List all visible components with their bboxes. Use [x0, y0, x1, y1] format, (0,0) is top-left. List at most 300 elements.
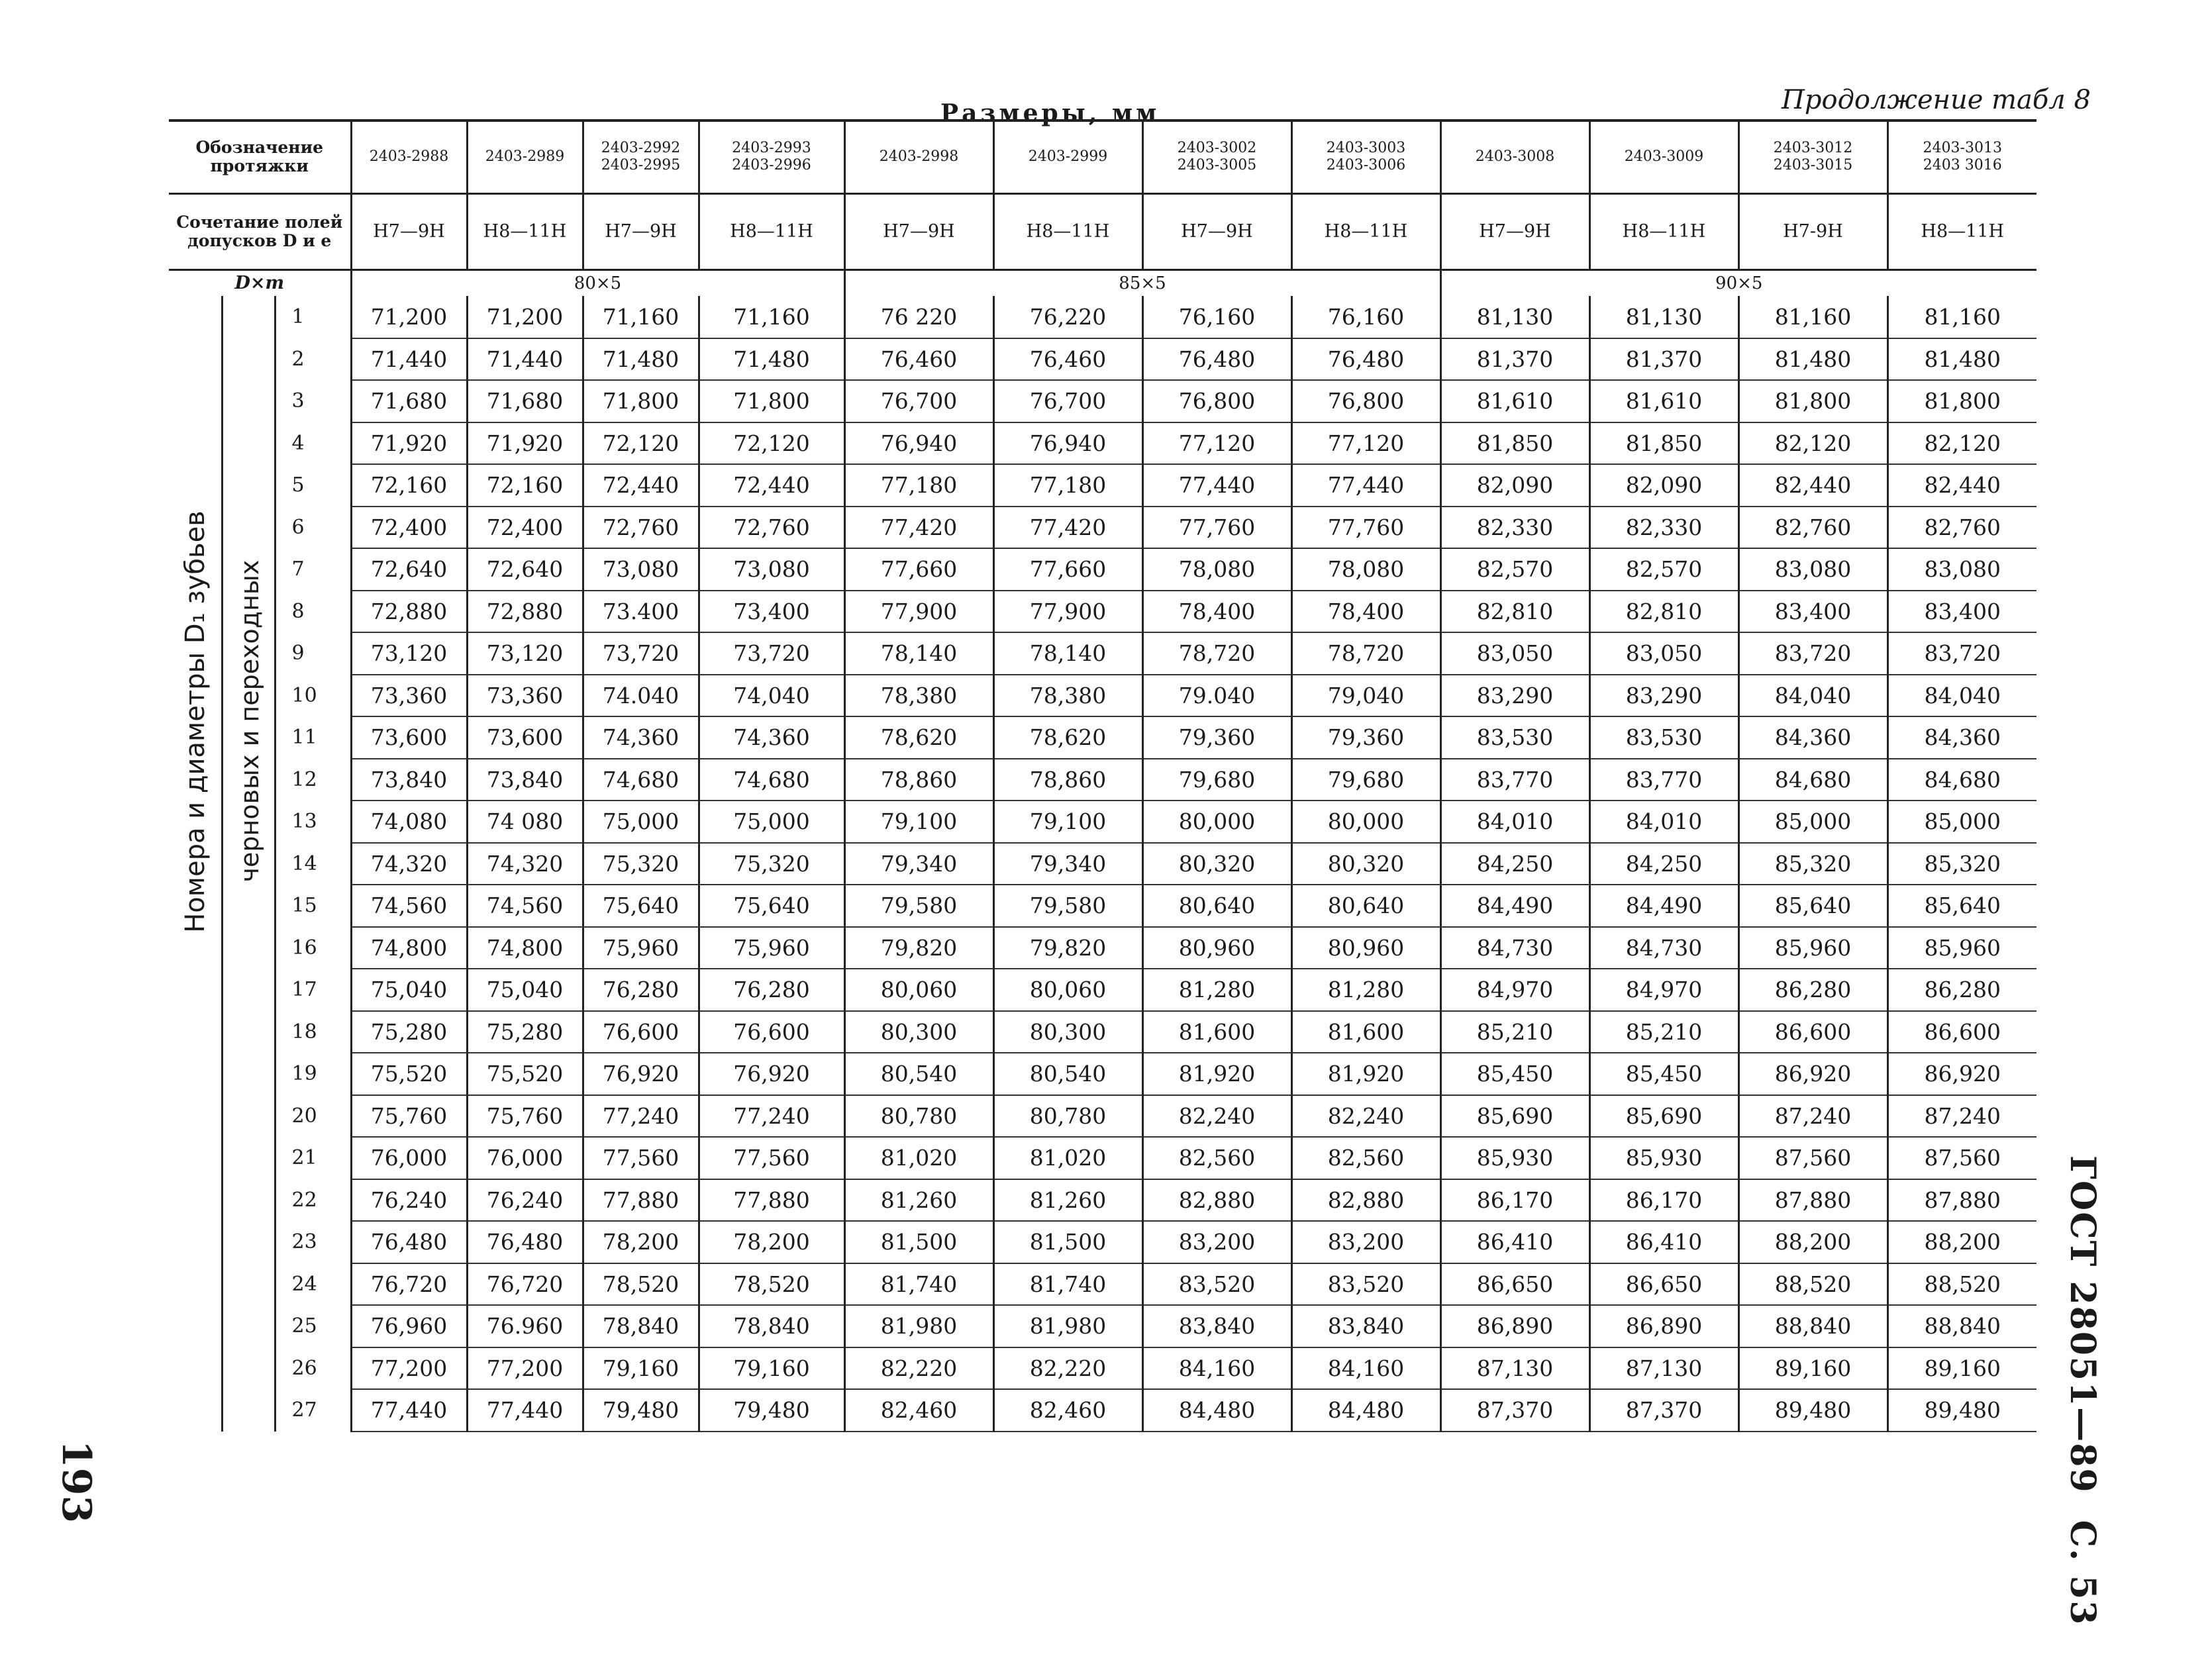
diameter-value: 80,320 — [1291, 843, 1440, 885]
diameter-value: 77,180 — [993, 464, 1142, 507]
table-row — [169, 969, 2036, 1011]
designation-cell: 2403-3002 2403-3005 — [1142, 121, 1291, 193]
diameter-value: 82,440 — [1738, 464, 1887, 507]
diameter-value: 71,800 — [699, 380, 844, 422]
diameter-value: 72,760 — [699, 507, 844, 549]
diameter-value: 76,700 — [993, 380, 1142, 422]
diameter-value: 76,460 — [844, 338, 993, 381]
tooth-number: 6 — [275, 507, 351, 549]
diameter-value: 83,080 — [1887, 548, 2036, 591]
diameter-value: 81,800 — [1738, 380, 1887, 422]
table-row — [169, 296, 2036, 338]
diameter-value: 84,360 — [1887, 716, 2036, 759]
designation-cell: 2403-2992 2403-2995 — [583, 121, 699, 193]
diameter-value: 75,320 — [583, 843, 699, 885]
diameter-value: 79,160 — [699, 1347, 844, 1390]
diameter-value: 76,800 — [1142, 380, 1291, 422]
diameter-value: 76,800 — [1291, 380, 1440, 422]
diameter-value: 82,220 — [993, 1347, 1142, 1390]
diameter-value: 84,730 — [1589, 927, 1738, 969]
diameter-value: 78,520 — [583, 1263, 699, 1306]
diameter-value: 81,280 — [1291, 969, 1440, 1011]
diameter-value: 83,770 — [1440, 759, 1589, 801]
diameter-value: 74,320 — [467, 843, 583, 885]
diameter-value: 79,040 — [1291, 675, 1440, 717]
diameter-value: 78,140 — [993, 632, 1142, 675]
diameter-value: 82,880 — [1142, 1179, 1291, 1222]
table-row — [169, 338, 2036, 381]
tooth-number: 2 — [275, 338, 351, 381]
diameter-value: 82,810 — [1440, 591, 1589, 633]
diameter-value: 82,560 — [1291, 1137, 1440, 1179]
diameter-value: 83,840 — [1291, 1305, 1440, 1347]
diameter-value: 87,880 — [1738, 1179, 1887, 1222]
dimensions-table — [169, 119, 2036, 1432]
diameter-value: 81,610 — [1589, 380, 1738, 422]
diameter-value: 78,620 — [993, 716, 1142, 759]
diameter-value: 79,360 — [1142, 716, 1291, 759]
diameter-value: 78,200 — [699, 1221, 844, 1263]
diameter-value: 77,440 — [467, 1389, 583, 1432]
diameter-value: 81,370 — [1589, 338, 1738, 381]
dimensions-caption: Размеры, мм — [940, 99, 1160, 127]
diameter-value: 87,240 — [1887, 1095, 2036, 1138]
diameter-value: 75,040 — [467, 969, 583, 1011]
diameter-value: 77,660 — [844, 548, 993, 591]
designation-cell: 2403-3008 — [1440, 121, 1589, 193]
table-row — [169, 632, 2036, 675]
designation-label: Обозначение протяжки — [169, 121, 351, 193]
diameter-value: 76,920 — [583, 1053, 699, 1095]
diameter-value: 79,340 — [993, 843, 1142, 885]
diameter-value: 81,160 — [1738, 296, 1887, 338]
diameter-value: 84,680 — [1887, 759, 2036, 801]
diameter-value: 77,440 — [351, 1389, 467, 1432]
diameter-value: 73,400 — [699, 591, 844, 633]
diameter-value: 75,000 — [583, 801, 699, 843]
diameter-value: 75,960 — [699, 927, 844, 969]
diameter-value: 83,520 — [1291, 1263, 1440, 1306]
diameter-value: 77,760 — [1291, 507, 1440, 549]
diameter-value: 71,440 — [467, 338, 583, 381]
diameter-value: 79,580 — [993, 885, 1142, 927]
diameter-value: 83,840 — [1142, 1305, 1291, 1347]
tooth-number: 19 — [275, 1053, 351, 1095]
diameter-value: 79,100 — [844, 801, 993, 843]
table-row — [169, 591, 2036, 633]
diameter-value: 89,480 — [1738, 1389, 1887, 1432]
diameter-value: 72,160 — [467, 464, 583, 507]
diameter-value: 84,970 — [1440, 969, 1589, 1011]
diameter-value: 88,840 — [1887, 1305, 2036, 1347]
diameter-value: 71,680 — [351, 380, 467, 422]
diameter-value: 72,760 — [583, 507, 699, 549]
diameter-value: 77,420 — [844, 507, 993, 549]
diameter-value: 81,980 — [993, 1305, 1142, 1347]
diameter-value: 81,480 — [1738, 338, 1887, 381]
diameter-value: 81,500 — [844, 1221, 993, 1263]
designation-cell: 2403-2998 — [844, 121, 993, 193]
diameter-value: 78,840 — [699, 1305, 844, 1347]
table-row — [169, 464, 2036, 507]
diameter-value: 84,680 — [1738, 759, 1887, 801]
diameter-value: 84,040 — [1887, 675, 2036, 717]
tolerance-cell: H8—11H — [467, 193, 583, 269]
diameter-value: 82,760 — [1887, 507, 2036, 549]
dxm-group-cell: 80×5 — [351, 269, 844, 296]
diameter-value: 82,810 — [1589, 591, 1738, 633]
diameter-value: 83,080 — [1738, 548, 1887, 591]
diameter-value: 75,520 — [351, 1053, 467, 1095]
diameter-value: 82,330 — [1440, 507, 1589, 549]
diameter-value: 82,760 — [1738, 507, 1887, 549]
diameter-value: 83,290 — [1589, 675, 1738, 717]
diameter-value: 72,400 — [351, 507, 467, 549]
diameter-value: 85,450 — [1589, 1053, 1738, 1095]
diameter-value: 83,720 — [1738, 632, 1887, 675]
diameter-value: 76,720 — [467, 1263, 583, 1306]
table-row — [169, 716, 2036, 759]
diameter-value: 76,600 — [583, 1011, 699, 1053]
diameter-value: 77,420 — [993, 507, 1142, 549]
diameter-value: 80,780 — [844, 1095, 993, 1138]
diameter-value: 71,920 — [351, 422, 467, 465]
diameter-value: 88,840 — [1738, 1305, 1887, 1347]
diameter-value: 79,680 — [1291, 759, 1440, 801]
diameter-value: 84,970 — [1589, 969, 1738, 1011]
diameter-value: 81,610 — [1440, 380, 1589, 422]
diameter-value: 88,200 — [1738, 1221, 1887, 1263]
diameter-value: 74,800 — [351, 927, 467, 969]
diameter-value: 81,850 — [1589, 422, 1738, 465]
tooth-number: 10 — [275, 675, 351, 717]
diameter-value: 82,090 — [1440, 464, 1589, 507]
diameter-value: 76,460 — [993, 338, 1142, 381]
numbers-diameters-label-cell — [169, 296, 222, 1432]
diameter-value: 77,560 — [583, 1137, 699, 1179]
diameter-value: 76.960 — [467, 1305, 583, 1347]
diameter-value: 85,210 — [1440, 1011, 1589, 1053]
diameter-value: 89,160 — [1887, 1347, 2036, 1390]
diameter-value: 75,000 — [699, 801, 844, 843]
diameter-value: 87,130 — [1589, 1347, 1738, 1390]
diameter-value: 74,360 — [583, 716, 699, 759]
diameter-value: 86,920 — [1738, 1053, 1887, 1095]
diameter-value: 71,920 — [467, 422, 583, 465]
diameter-value: 77,900 — [993, 591, 1142, 633]
diameter-value: 85,000 — [1887, 801, 2036, 843]
diameter-value: 83,050 — [1589, 632, 1738, 675]
diameter-value: 81,480 — [1887, 338, 2036, 381]
diameter-value: 73,080 — [583, 548, 699, 591]
diameter-value: 85,320 — [1738, 843, 1887, 885]
table-row — [169, 927, 2036, 969]
table-row — [169, 1053, 2036, 1095]
diameter-value: 82,560 — [1142, 1137, 1291, 1179]
diameter-value: 84,490 — [1440, 885, 1589, 927]
diameter-value: 84,010 — [1440, 801, 1589, 843]
diameter-value: 75,760 — [467, 1095, 583, 1138]
diameter-value: 78,080 — [1291, 548, 1440, 591]
diameter-value: 71,160 — [583, 296, 699, 338]
diameter-value: 79,360 — [1291, 716, 1440, 759]
diameter-value: 73,080 — [699, 548, 844, 591]
diameter-value: 83,400 — [1738, 591, 1887, 633]
diameter-value: 86,650 — [1589, 1263, 1738, 1306]
diameter-value: 76 220 — [844, 296, 993, 338]
diameter-value: 71,680 — [467, 380, 583, 422]
diameter-value: 81,850 — [1440, 422, 1589, 465]
table-row — [169, 1011, 2036, 1053]
diameter-value: 72,120 — [583, 422, 699, 465]
tooth-number: 14 — [275, 843, 351, 885]
diameter-value: 81,130 — [1440, 296, 1589, 338]
diameter-value: 76,240 — [351, 1179, 467, 1222]
diameter-value: 80,540 — [993, 1053, 1142, 1095]
diameter-value: 82,220 — [844, 1347, 993, 1390]
diameter-value: 76,940 — [993, 422, 1142, 465]
designation-cell: 2403-2993 2403-2996 — [699, 121, 844, 193]
designation-cell: 2403-2999 — [993, 121, 1142, 193]
diameter-value: 76,000 — [351, 1137, 467, 1179]
diameter-value: 80,060 — [993, 969, 1142, 1011]
diameter-value: 76,480 — [467, 1221, 583, 1263]
diameter-value: 77,560 — [699, 1137, 844, 1179]
diameter-value: 74,680 — [699, 759, 844, 801]
diameter-value: 76,480 — [351, 1221, 467, 1263]
diameter-value: 80,000 — [1291, 801, 1440, 843]
diameter-value: 72,440 — [699, 464, 844, 507]
tooth-number: 23 — [275, 1221, 351, 1263]
diameter-value: 82,090 — [1589, 464, 1738, 507]
diameter-value: 77,200 — [351, 1347, 467, 1390]
diameter-value: 86,280 — [1887, 969, 2036, 1011]
diameter-value: 73.400 — [583, 591, 699, 633]
tooth-number: 27 — [275, 1389, 351, 1432]
diameter-value: 87,130 — [1440, 1347, 1589, 1390]
diameter-value: 86,920 — [1887, 1053, 2036, 1095]
diameter-value: 76,160 — [1142, 296, 1291, 338]
tooth-number: 21 — [275, 1137, 351, 1179]
diameter-value: 73,720 — [699, 632, 844, 675]
diameter-value: 78,400 — [1291, 591, 1440, 633]
diameter-value: 86,410 — [1589, 1221, 1738, 1263]
diameter-value: 73,840 — [467, 759, 583, 801]
diameter-value: 88,520 — [1887, 1263, 2036, 1306]
diameter-value: 76,240 — [467, 1179, 583, 1222]
diameter-value: 71,480 — [583, 338, 699, 381]
diameter-value: 81,130 — [1589, 296, 1738, 338]
diameter-value: 86,600 — [1738, 1011, 1887, 1053]
diameter-value: 72,120 — [699, 422, 844, 465]
diameter-value: 79,480 — [583, 1389, 699, 1432]
diameter-value: 82,120 — [1738, 422, 1887, 465]
table-row — [169, 1137, 2036, 1179]
diameter-value: 72,440 — [583, 464, 699, 507]
diameter-value: 86,890 — [1440, 1305, 1589, 1347]
diameter-value: 88,200 — [1887, 1221, 2036, 1263]
table-row — [169, 1389, 2036, 1432]
diameter-value: 86,600 — [1887, 1011, 2036, 1053]
diameter-value: 74.040 — [583, 675, 699, 717]
diameter-value: 80,320 — [1142, 843, 1291, 885]
diameter-value: 76,700 — [844, 380, 993, 422]
diameter-value: 76,220 — [993, 296, 1142, 338]
diameter-value: 87,560 — [1738, 1137, 1887, 1179]
diameter-value: 84,360 — [1738, 716, 1887, 759]
diameter-value: 87,370 — [1440, 1389, 1589, 1432]
diameter-value: 72,640 — [351, 548, 467, 591]
diameter-value: 75,960 — [583, 927, 699, 969]
diameter-value: 73,720 — [583, 632, 699, 675]
diameter-value: 87,370 — [1589, 1389, 1738, 1432]
table-row — [169, 843, 2036, 885]
diameter-value: 71,200 — [467, 296, 583, 338]
diameter-value: 77,440 — [1142, 464, 1291, 507]
diameter-value: 76,280 — [699, 969, 844, 1011]
table-row — [169, 1263, 2036, 1306]
diameter-value: 78,140 — [844, 632, 993, 675]
tolerance-label: Сочетание полей допусков D и e — [169, 193, 351, 269]
diameter-value: 76,160 — [1291, 296, 1440, 338]
diameter-value: 73,360 — [351, 675, 467, 717]
diameter-value: 73,120 — [351, 632, 467, 675]
diameter-value: 76,480 — [1142, 338, 1291, 381]
diameter-value: 74,800 — [467, 927, 583, 969]
diameter-value: 85,690 — [1440, 1095, 1589, 1138]
diameter-value: 86,650 — [1440, 1263, 1589, 1306]
standard-page: С. 53 — [2062, 1520, 2103, 1626]
table-row — [169, 885, 2036, 927]
table-row — [169, 1221, 2036, 1263]
tolerance-cell: H7—9H — [1142, 193, 1291, 269]
diameter-value: 71,800 — [583, 380, 699, 422]
dxm-group-cell: 90×5 — [1440, 269, 2036, 296]
tooth-number: 7 — [275, 548, 351, 591]
diameter-value: 85,640 — [1738, 885, 1887, 927]
diameter-value: 72,880 — [467, 591, 583, 633]
diameter-value: 80,060 — [844, 969, 993, 1011]
designation-cell: 2403-3013 2403 3016 — [1887, 121, 2036, 193]
diameter-value: 83,770 — [1589, 759, 1738, 801]
diameter-value: 72,400 — [467, 507, 583, 549]
diameter-value: 80,000 — [1142, 801, 1291, 843]
diameter-value: 81,980 — [844, 1305, 993, 1347]
diameter-value: 77,120 — [1291, 422, 1440, 465]
diameter-value: 79,680 — [1142, 759, 1291, 801]
diameter-value: 73,600 — [467, 716, 583, 759]
diameter-value: 76,940 — [844, 422, 993, 465]
diameter-value: 78,620 — [844, 716, 993, 759]
diameter-value: 71,480 — [699, 338, 844, 381]
diameter-value: 86,410 — [1440, 1221, 1589, 1263]
standard-side-label — [2062, 1155, 2103, 1653]
diameter-value: 86,280 — [1738, 969, 1887, 1011]
tooth-number: 5 — [275, 464, 351, 507]
diameter-value: 81,600 — [1142, 1011, 1291, 1053]
tooth-number: 22 — [275, 1179, 351, 1222]
diameter-value: 76,280 — [583, 969, 699, 1011]
diameter-value: 80,300 — [844, 1011, 993, 1053]
tooth-number: 25 — [275, 1305, 351, 1347]
table-row — [169, 1347, 2036, 1390]
diameter-value: 81,160 — [1887, 296, 2036, 338]
diameter-value: 80,540 — [844, 1053, 993, 1095]
diameter-value: 75,320 — [699, 843, 844, 885]
diameter-value: 82,570 — [1589, 548, 1738, 591]
table-continuation-caption: Продолжение табл 8 — [1782, 85, 2091, 115]
diameter-value: 78,860 — [844, 759, 993, 801]
diameter-value: 71,160 — [699, 296, 844, 338]
diameter-value: 78,520 — [699, 1263, 844, 1306]
diameter-value: 78,720 — [1291, 632, 1440, 675]
diameter-value: 80,960 — [1291, 927, 1440, 969]
diameter-value: 84,160 — [1142, 1347, 1291, 1390]
diameter-value: 78,380 — [993, 675, 1142, 717]
diameter-value: 78,380 — [844, 675, 993, 717]
diameter-value: 85,320 — [1887, 843, 2036, 885]
diameter-value: 81,920 — [1142, 1053, 1291, 1095]
diameter-value: 83,720 — [1887, 632, 2036, 675]
diameter-value: 83,200 — [1142, 1221, 1291, 1263]
diameter-value: 74,560 — [351, 885, 467, 927]
diameter-value: 78,860 — [993, 759, 1142, 801]
designation-cell: 2403-3003 2403-3006 — [1291, 121, 1440, 193]
designation-cell: 2403-2988 — [351, 121, 467, 193]
diameter-value: 89,160 — [1738, 1347, 1887, 1390]
diameter-value: 76,000 — [467, 1137, 583, 1179]
diameter-value: 73,120 — [467, 632, 583, 675]
diameter-value: 81,020 — [844, 1137, 993, 1179]
diameter-value: 81,500 — [993, 1221, 1142, 1263]
table-row — [169, 1095, 2036, 1138]
diameter-value: 77,760 — [1142, 507, 1291, 549]
diameter-value: 77,240 — [583, 1095, 699, 1138]
diameter-value: 79,580 — [844, 885, 993, 927]
diameter-value: 82,460 — [993, 1389, 1142, 1432]
diameter-value: 85,450 — [1440, 1053, 1589, 1095]
diameter-value: 80,300 — [993, 1011, 1142, 1053]
designation-cell: 2403-3012 2403-3015 — [1738, 121, 1887, 193]
table-row — [169, 1179, 2036, 1222]
diameter-value: 77,900 — [844, 591, 993, 633]
diameter-value: 77,440 — [1291, 464, 1440, 507]
table-row — [169, 801, 2036, 843]
diameter-value: 81,600 — [1291, 1011, 1440, 1053]
tooth-number: 20 — [275, 1095, 351, 1138]
diameter-value: 75,640 — [699, 885, 844, 927]
diameter-value: 76,960 — [351, 1305, 467, 1347]
diameter-value: 75,040 — [351, 969, 467, 1011]
diameter-value: 73,600 — [351, 716, 467, 759]
diameter-value: 81,800 — [1887, 380, 2036, 422]
diameter-value: 82,460 — [844, 1389, 993, 1432]
diameter-value: 86,170 — [1440, 1179, 1589, 1222]
diameter-value: 85,930 — [1589, 1137, 1738, 1179]
tooth-number: 11 — [275, 716, 351, 759]
diameter-value: 75,280 — [467, 1011, 583, 1053]
diameter-value: 81,920 — [1291, 1053, 1440, 1095]
tolerance-cell: H7—9H — [1440, 193, 1589, 269]
diameter-value: 76,720 — [351, 1263, 467, 1306]
diameter-value: 82,120 — [1887, 422, 2036, 465]
table-row — [169, 675, 2036, 717]
diameter-value: 74,040 — [699, 675, 844, 717]
rough-transition-label: черновых и переходных — [234, 559, 264, 883]
tolerance-cell: H8—11H — [699, 193, 844, 269]
tolerance-cell: H8—11H — [1887, 193, 2036, 269]
rough-transition-label-cell — [222, 296, 275, 1432]
